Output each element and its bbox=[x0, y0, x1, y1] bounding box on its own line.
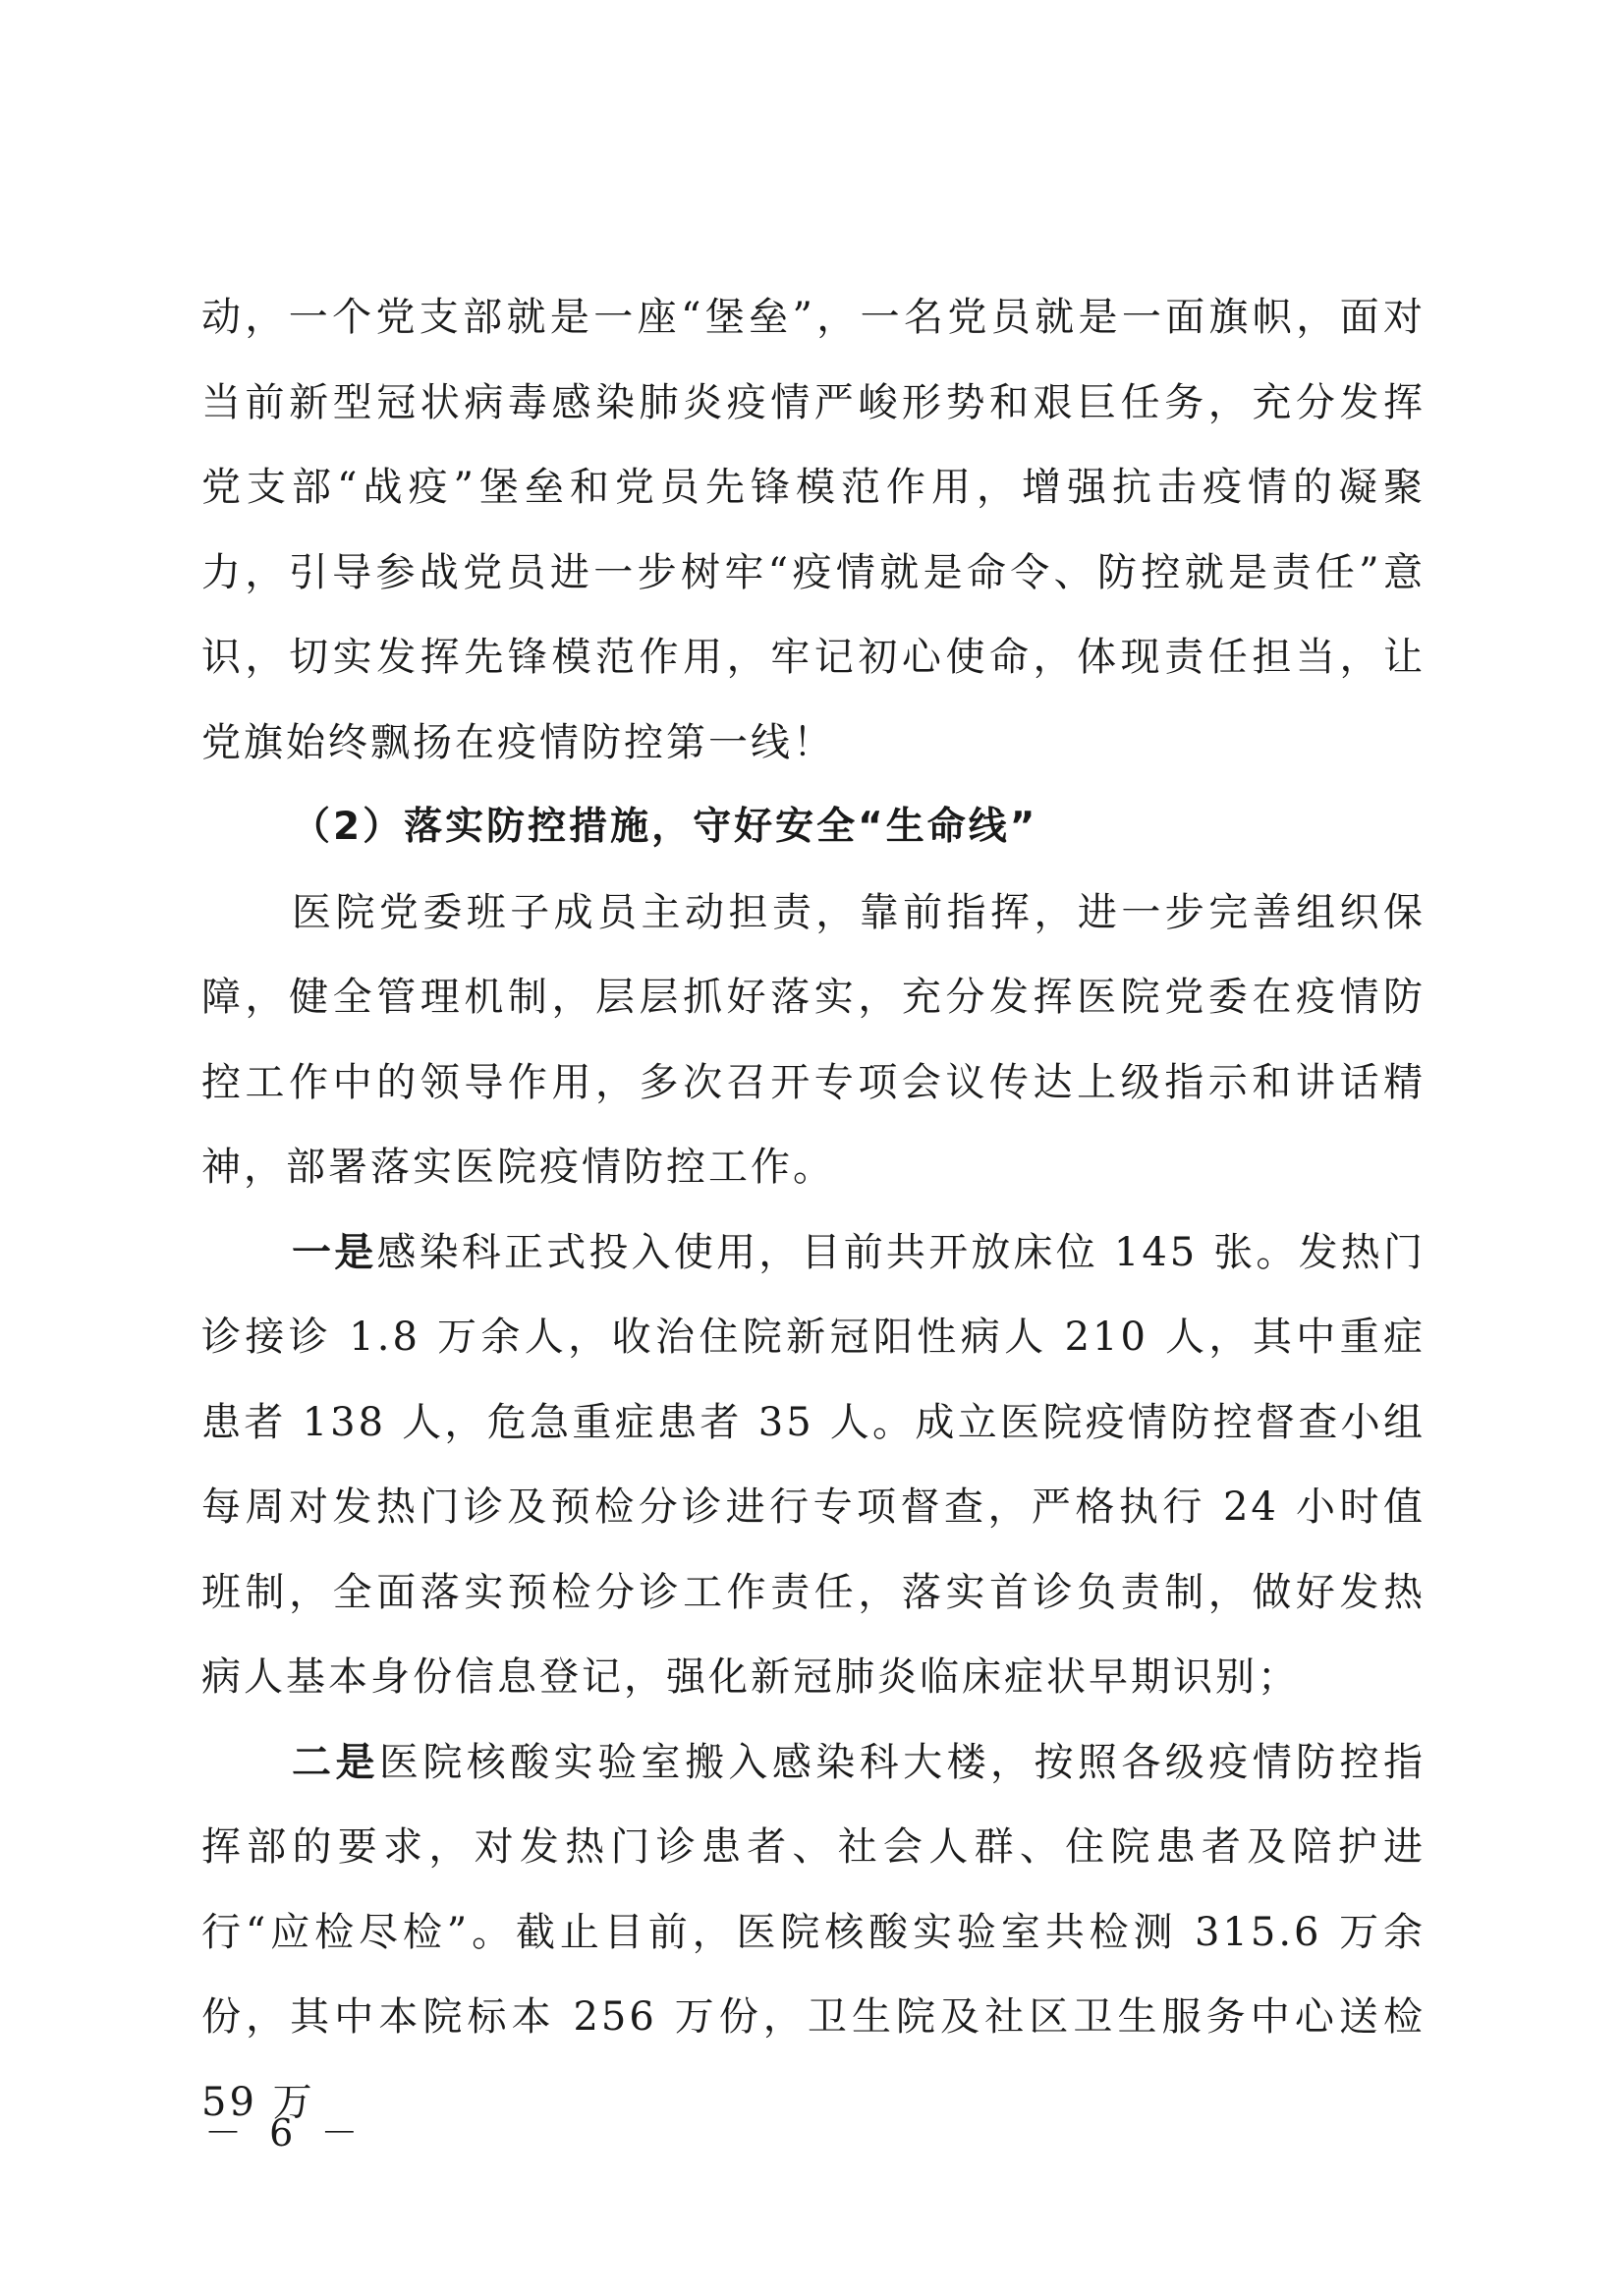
page-number: － 6 － bbox=[204, 2111, 366, 2155]
item-one-lead: 一是 bbox=[292, 1228, 377, 1275]
item-one-text: 感染科正式投入使用，目前共开放床位 145 张。发热门诊接诊 1.8 万余人，收治住院新冠阳性病人 210 人，其中重症患者 138 人，危急重症患者 35 人。成立医院疫情防控督查小组每周对发热门诊及预检分诊进行专项督查，严格执行 24 小时值班制，全面落实预检分诊工作责任，落实首诊负责制，做好发热病人基本身份信息登记，强化新冠肺炎临床症状早期识别； bbox=[201, 1229, 1426, 1700]
item-two-text: 医院核酸实验室搬入感染科大楼，按照各级疫情防控指挥部的要求，对发热门诊患者、社会人群、住院患者及陪护进行“应检尽检”。截止目前，医院核酸实验室共检测 315.6 万余份，其中本院标本 256 万份，卫生院及社区卫生服务中心送检 59 万 bbox=[201, 1739, 1427, 2125]
section-heading: （2）落实防控措施，守好安全“生命线” bbox=[292, 805, 1038, 849]
body-text bbox=[201, 275, 1426, 2145]
paragraph-continuation: 动，一个党支部就是一座“堡垒”，一名党员就是一面旗帜，面对当前新型冠状病毒感染肺炎疫情严峻形势和艰巨任务，充分发挥党支部“战疫”堡垒和党员先锋模范作用，增强抗击疫情的凝聚力，引导参战党员进一步树牢“疫情就是命令、防控就是责任”意识，切实发挥先锋模范作用，牢记初心使命，体现责任担当，让党旗始终飘扬在疫情防控第一线！ bbox=[201, 295, 1426, 765]
paragraph-party-committee: 医院党委班子成员主动担责，靠前指挥，进一步完善组织保障，健全管理机制，层层抓好落实，充分发挥医院党委在疫情防控工作中的领导作用，多次召开专项会议传达上级指示和讲话精神，部署落实医院疫情防控工作。 bbox=[201, 889, 1426, 1190]
item-two-lead: 二是 bbox=[292, 1738, 379, 1785]
paragraph-item-two bbox=[201, 1720, 1426, 2146]
paragraph-item-one bbox=[201, 1210, 1426, 1720]
